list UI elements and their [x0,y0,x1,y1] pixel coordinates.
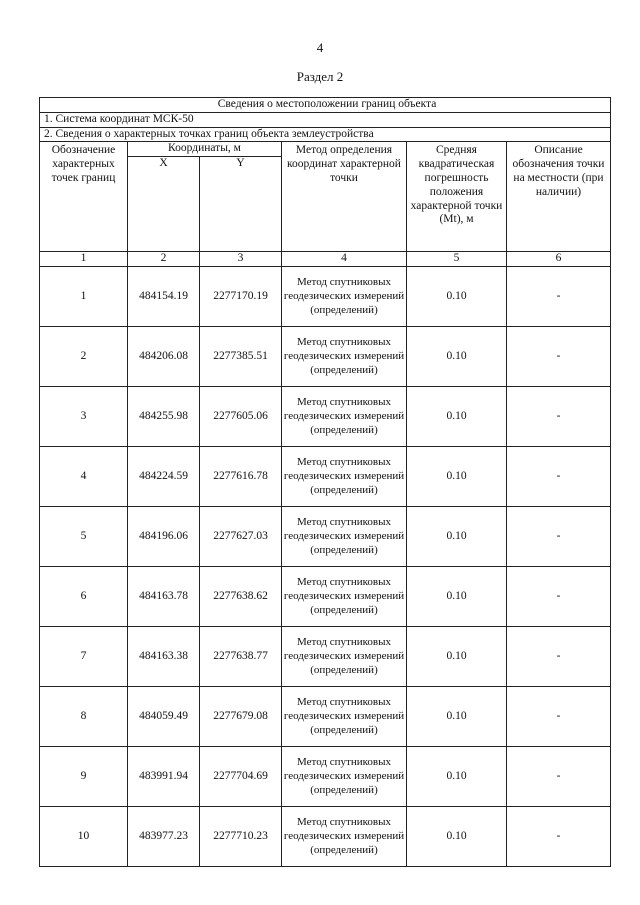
point-id: 6 [40,567,128,627]
coord-y: 2277616.78 [200,447,282,507]
method: Метод спутниковых геодезических измерений (определений) [282,447,407,507]
method: Метод спутниковых геодезических измерений (определений) [282,567,407,627]
coord-y: 2277638.62 [200,567,282,627]
description: - [507,567,611,627]
column-number: 1 [40,252,128,267]
table-row [40,327,611,387]
method: Метод спутниковых геодезических измерений (определений) [282,627,407,687]
header-x: X [128,157,200,252]
description: - [507,267,611,327]
method: Метод спутниковых геодезических измерений (определений) [282,387,407,447]
boundary-points-table [39,97,611,867]
error: 0.10 [407,387,507,447]
error: 0.10 [407,687,507,747]
table-row [40,627,611,687]
coord-x: 484163.38 [128,627,200,687]
coord-y: 2277710.23 [200,807,282,867]
method: Метод спутниковых геодезических измерений (определений) [282,507,407,567]
method: Метод спутниковых геодезических измерений (определений) [282,267,407,327]
table-row [40,807,611,867]
table-row [40,447,611,507]
error: 0.10 [407,267,507,327]
section-title: Раздел 2 [296,69,344,84]
point-id: 7 [40,627,128,687]
error: 0.10 [407,567,507,627]
coord-y: 2277170.19 [200,267,282,327]
point-id: 8 [40,687,128,747]
column-number: 2 [128,252,200,267]
column-number: 3 [200,252,282,267]
coord-x: 483977.23 [128,807,200,867]
header-coords: Координаты, м [128,142,282,157]
description: - [507,447,611,507]
table-subtitle: 2. Сведения о характерных точках границ объекта землеустройства [40,127,611,142]
description: - [507,807,611,867]
coord-x: 484255.98 [128,387,200,447]
point-id: 10 [40,807,128,867]
coord-y: 2277704.69 [200,747,282,807]
description: - [507,687,611,747]
method: Метод спутниковых геодезических измерений (определений) [282,807,407,867]
coord-x: 483991.94 [128,747,200,807]
column-number: 4 [282,252,407,267]
coord-y: 2277605.06 [200,387,282,447]
coord-y: 2277679.08 [200,687,282,747]
method: Метод спутниковых геодезических измерений (определений) [282,687,407,747]
coord-y: 2277627.03 [200,507,282,567]
description: - [507,327,611,387]
description: - [507,387,611,447]
point-id: 4 [40,447,128,507]
table-row [40,687,611,747]
table-row [40,387,611,447]
method: Метод спутниковых геодезических измерений (определений) [282,747,407,807]
description: - [507,507,611,567]
point-id: 1 [40,267,128,327]
header-y: Y [200,157,282,252]
table-row [40,747,611,807]
table-row [40,567,611,627]
error: 0.10 [407,327,507,387]
coord-x: 484206.08 [128,327,200,387]
error: 0.10 [407,507,507,567]
description: - [507,627,611,687]
header-method: Метод определения координат характерной точки [282,142,407,252]
header-description: Описание обозначения точки на местности (при наличии) [507,142,611,252]
point-id: 5 [40,507,128,567]
coord-x: 484224.59 [128,447,200,507]
coord-y: 2277385.51 [200,327,282,387]
error: 0.10 [407,747,507,807]
page-number: 4 [316,40,324,55]
point-id: 3 [40,387,128,447]
table-row [40,507,611,567]
coord-y: 2277638.77 [200,627,282,687]
coord-x: 484163.78 [128,567,200,627]
coord-x: 484154.19 [128,267,200,327]
coordinate-system: 1. Система координат МСК-50 [40,112,611,127]
table-row [40,267,611,327]
coord-x: 484059.49 [128,687,200,747]
method: Метод спутниковых геодезических измерений (определений) [282,327,407,387]
point-id: 9 [40,747,128,807]
error: 0.10 [407,627,507,687]
column-number: 6 [507,252,611,267]
point-id: 2 [40,327,128,387]
error: 0.10 [407,447,507,507]
error: 0.10 [407,807,507,867]
coord-x: 484196.06 [128,507,200,567]
table-title: Сведения о местоположении границ объекта [40,98,611,113]
description: - [507,747,611,807]
header-point: Обозначение характерных точек границ [40,142,128,252]
column-number: 5 [407,252,507,267]
header-error: Средняя квадратическая погрешность положения характерной точки (Mt), м [407,142,507,252]
column-number-row [40,252,611,267]
